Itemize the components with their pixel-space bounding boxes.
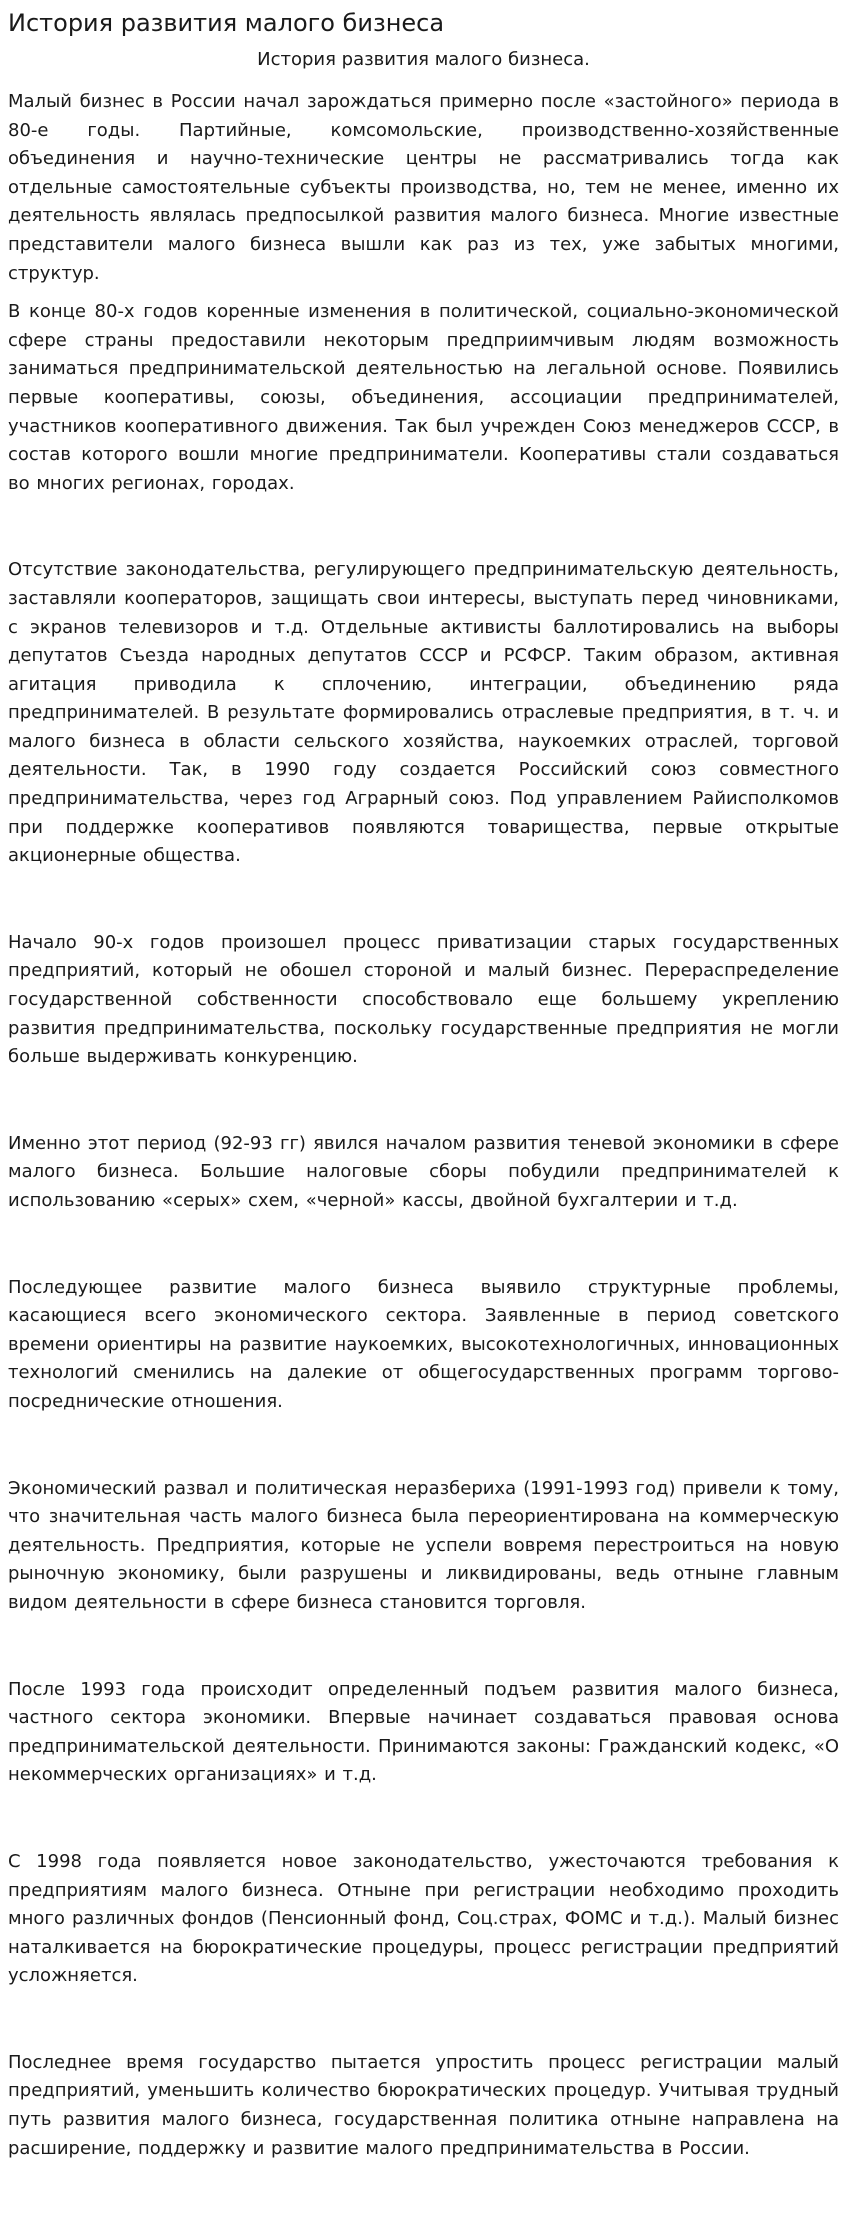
paragraph-2: В конце 80-х годов коренные изменения в политической, социально-экономической сфере страны предоставили некоторым предприимчивым людям возможность заниматься предпринимательской деятельностью на легальной основе. Появились первые кооперативы, союзы, объединения, ассоциации предпринимателей, участников кооперативного движения. Так был учрежден Союз менеджеров СССР, в состав которого вошли многие предприниматели. Кооперативы стали создаваться во многих регионах, городах. [8, 301, 839, 494]
document-header: История развития малого бизнеса [8, 9, 445, 37]
paragraph-6: Последующее развитие малого бизнеса выявило структурные проблемы, касающиеся всего экономического сектора. Заявленные в период советского времени ориентиры на развитие наукоемких, высокотехнологичных, инновационных технологий сменились на далекие от общегосударственных программ торгово-посреднические отношения. [8, 1276, 839, 1412]
document-title: История развития малого бизнеса. [257, 49, 590, 70]
paragraph-1: Малый бизнес в России начал зарождаться примерно после «застойного» периода в 80-е годы. Партийные, комсомольские, производственно-хозяйственные объединения и научно-технические центры не рассматривались тогда как отдельные самостоятельные субъекты производства, но, тем не менее, именно их деятельность являлась предпосылкой развития малого бизнеса. Многие известные представители малого бизнеса вышли как раз из тех, уже забытых многими, структур. [8, 91, 839, 284]
spacer [8, 498, 839, 556]
paragraph-10: Последнее время государство пытается упростить процесс регистрации малый предприятий, уменьшить количество бюрократических процедур. Учитывая трудный путь развития малого бизнеса, государственная политика отныне направлена на расширение, поддержку и развитие малого предпринимательства в России. [8, 2051, 839, 2159]
paragraph-7: Экономический развал и политическая неразбериха (1991-1993 год) привели к тому, что значительная часть малого бизнеса была переориентирована на коммерческую деятельность. Предприятия, которые не успели вовремя перестроиться на новую рыночную экономику, были разрушены и ликвидированы, ведь отныне главным видом деятельности в сфере бизнеса становится торговля. [8, 1477, 839, 1613]
paragraph-3: Отсутствие законодательства, регулирующего предпринимательскую деятельность, заставляли кооператоров, защищать свои интересы, выступать перед чиновниками, с экранов телевизоров и т.д. Отдельные активисты баллотировались на выборы депутатов Съезда народных депутатов СССР и РСФСР. Таким образом, активная агитация приводила к сплочению, интеграции, объединению ряда предпринимателей. В результате формировались отраслевые предприятия, в т. ч. и малого бизнеса в области сельского хозяйства, наукоемких отраслей, торговой деятельности. Так, в 1990 году создается Российский союз совместного предпринимательства, через год Аграрный союз. Под управлением Райисполкомов при поддержке кооперативов появляются товарищества, первые открытые акционерные общества. [8, 559, 839, 867]
paragraph-8: После 1993 года происходит определенный подъем развития малого бизнеса, частного сектора экономики. Впервые начинает создаваться правовая основа предпринимательской деятельности. Принимаются законы: Гражданский кодекс, «О некоммерческих организациях» и т.д. [8, 1678, 839, 1786]
spacer [8, 1216, 839, 1274]
spacer [8, 1072, 839, 1130]
spacer [8, 288, 839, 298]
paragraph-9: С 1998 года появляется новое законодательство, ужесточаются требования к предприятиям малого бизнеса. Отныне при регистрации необходимо проходить много различных фондов (Пенсионный фонд, Соц.страх, ФОМС и т.д.). Малый бизнес наталкивается на бюрократические процедуры, процесс регистрации предприятий усложняется. [8, 1850, 839, 1987]
spacer [8, 871, 839, 929]
spacer [8, 1417, 839, 1475]
spacer [8, 1991, 839, 2049]
paragraph-4: Начало 90-х годов произошел процесс приватизации старых государственных предприятий, который не обошел стороной и малый бизнес. Перераспределение государственной собственности способствовало еще большему укреплению развития предпринимательства, поскольку государственные предприятия не могли больше выдерживать конкуренцию. [8, 931, 839, 1068]
paragraph-5: Именно этот период (92-93 гг) явился началом развития теневой экономики в сфере малого бизнеса. Большие налоговые сборы побудили предпринимателей к использованию «серых» схем, «черной» кассы, двойной бухгалтерии и т.д. [8, 1132, 839, 1211]
spacer [8, 1618, 839, 1676]
spacer [8, 1790, 839, 1848]
